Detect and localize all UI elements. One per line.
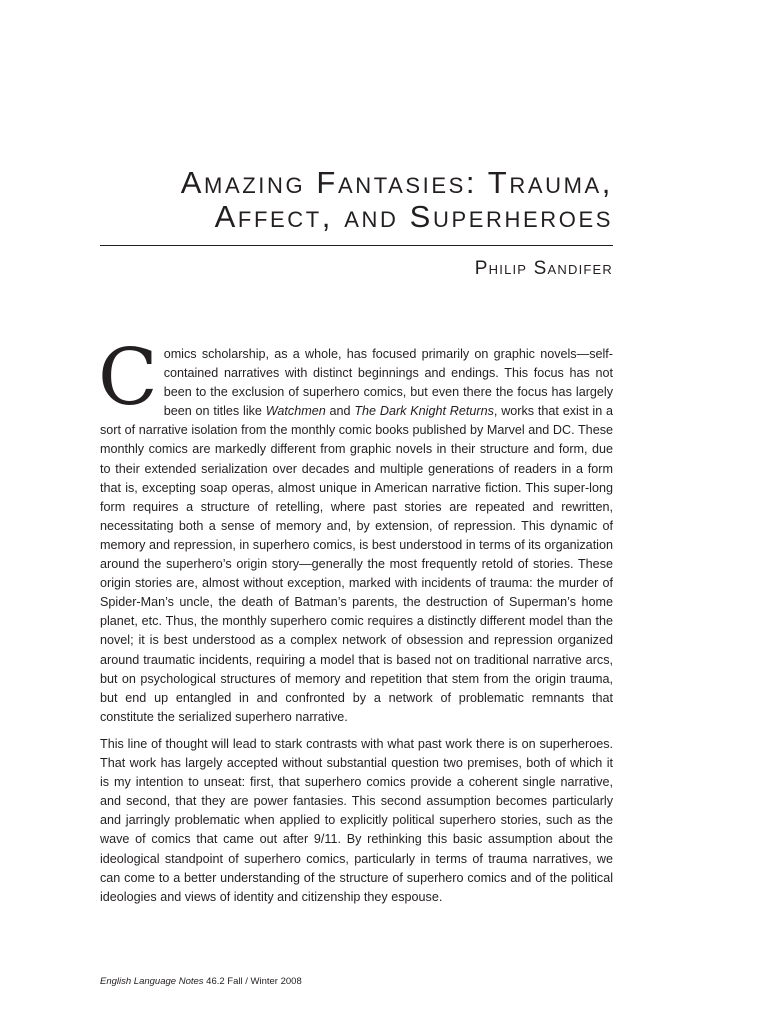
paragraph-1 bbox=[98, 333, 614, 727]
paragraph-1-text-a: omics scholarship, as a whole, has focused primarily on graphic novels—self-contained narratives with distinct beginnings and endings. This focus has not been to the exclusion of superhero comics, but even there the focus has largely been on titles like bbox=[163, 347, 613, 419]
work-title-watchmen: Watchmen bbox=[265, 404, 326, 419]
paragraph-1-and: and bbox=[325, 404, 355, 419]
work-title-dark-knight-returns: The Dark Knight Returns bbox=[354, 404, 494, 419]
article-title-line-2: Affect, and Superheroes bbox=[214, 199, 613, 234]
paragraph-1-text-b: , works that exist in a sort of narrative isolation from the monthly comic books published by Marvel and DC. These monthly comics are markedly different from graphic novels in their structure and form, due to their extended serialization over decades and multiple generations of readers in a form that is, excepting soap operas, almost unique in American narrative fiction. This super-long form requires a structure of retelling, where past stories are repeated and rewritten, necessitating both a sense of memory and, by extension, of repression. This dynamic of memory and repression, in superhero comics, is best understood in terms of its organization around the superhero’s origin story—generally the most frequently retold of stories. These origin stories are, almost without exception, marked with incidents of trauma: the murder of Spider-Man’s uncle, the death of Batman’s parents, the destruction of Superman’s home planet, etc. Thus, the monthly superhero comic requires a distinctly different model than the novel; it is best understood as a complex network of obsession and repression organized around traumatic incidents, requiring a model that is based not on traditional narrative arcs, but on psychological structures of memory and repetition that stem from the origin trauma, but end up entangled in and confronted by a network of problematic remnants that constitute the serialized superhero narrative. bbox=[100, 404, 614, 724]
drop-cap: C bbox=[98, 333, 158, 423]
author-name: Philip Sandifer bbox=[474, 258, 613, 279]
article-title-line-1: Amazing Fantasies: Trauma, bbox=[180, 165, 613, 200]
journal-issue: 46.2 Fall / Winter 2008 bbox=[203, 976, 302, 987]
page-footer bbox=[100, 976, 302, 987]
paragraph-2: This line of thought will lead to stark contrasts with what past work there is on superheroes. That work has largely accepted without substantial question two premises, both of which it is my intention to unseat: first, that superhero comics provide a coherent single narrative, and second, that they are power fantasies. This second assumption becomes particularly and jarringly problematic when applied to explicitly political superhero stories, such as the wave of comics that came out after 9/11. By rethinking this basic assumption about the ideological standpoint of superhero comics, particularly in terms of trauma narratives, we can come to a better understanding of the structure of superhero comics and of the political ideologies and views of identity and citizenship they espouse. bbox=[100, 737, 613, 904]
journal-name: English Language Notes bbox=[100, 976, 204, 987]
title-rule bbox=[100, 245, 613, 246]
